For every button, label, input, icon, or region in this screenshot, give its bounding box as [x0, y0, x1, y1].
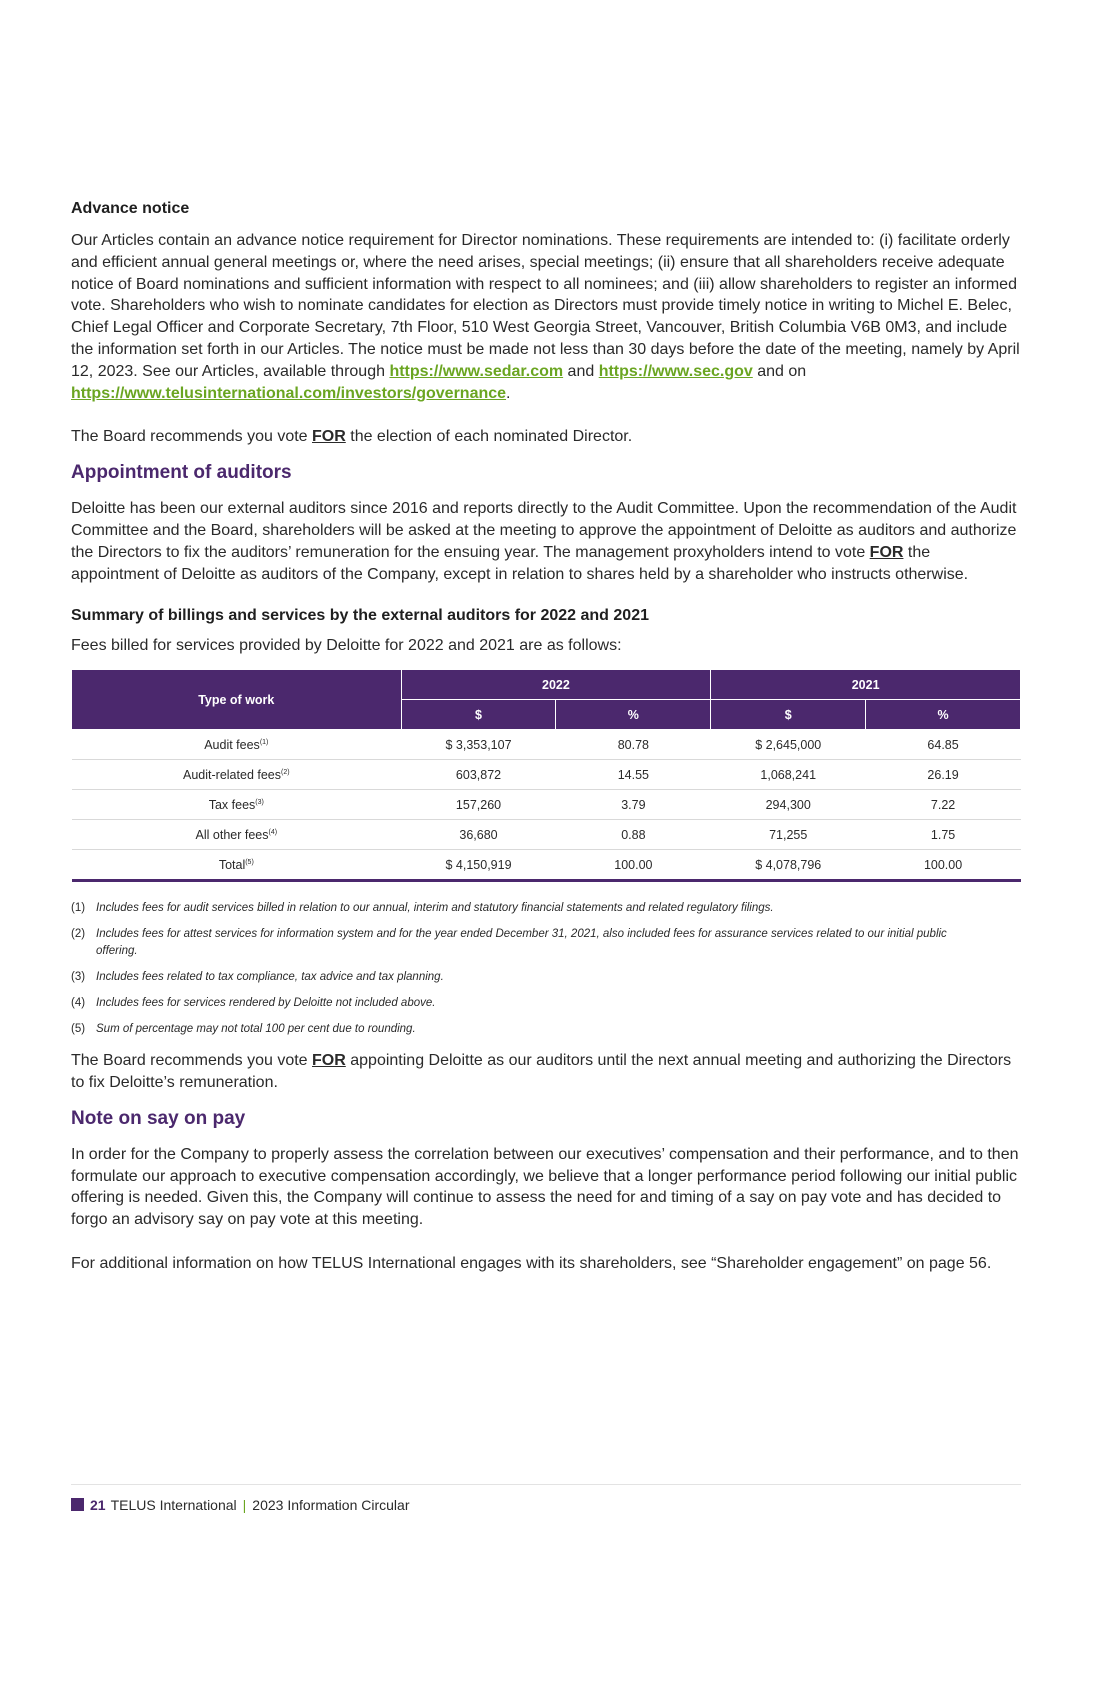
- table-row: [72, 790, 1021, 820]
- cell-dollar-2021: 1,068,241: [711, 760, 866, 790]
- percent-header-2022: %: [556, 700, 711, 730]
- advance-notice-paragraph: [71, 230, 1021, 404]
- row-label: Total$^{(5)}$: [72, 850, 402, 881]
- footnote: (2) Includes fees for attest services for information system and for the year ended December 31, 2021, also included fees for assurance services related to our initial public offering.: [71, 928, 947, 958]
- sec-link[interactable]: https://www.sec.gov: [598, 362, 753, 380]
- footnote: (5) Sum of percentage may not total 100 per cent due to rounding.: [71, 1023, 416, 1036]
- cell-percent-2022: 0.88: [556, 820, 711, 850]
- dollar-header-2022: $: [401, 700, 556, 730]
- row-label: Tax fees$^{(3)}$: [72, 790, 402, 820]
- for-emphasis: FOR: [869, 543, 904, 561]
- footer-divider: |: [242, 1497, 247, 1513]
- percent-header-2021: %: [866, 700, 1021, 730]
- footnote: (4) Includes fees for services rendered by Deloitte not included above.: [71, 997, 436, 1010]
- cell-dollar-2021: 71,255: [711, 820, 866, 850]
- cell-percent-2021: 100.00: [866, 850, 1021, 881]
- cell-percent-2021: 1.75: [866, 820, 1021, 850]
- cell-dollar-2022: $ 3,353,107: [401, 730, 556, 760]
- advance-notice-text: Our Articles contain an advance notice requirement for Director nominations. These requirements are intended to: (i) facilitate orderly and efficient annual general meetings or, where the need arises, special meetings; (ii) ensure that all shareholders receive adequate notice of Board nominations and sufficient information with respect to all nominees; and (iii) allow shareholders to register an informed vote. Shareholders who wish to nominate candidates for election as Directors must provide timely notice in writing to Michel E. Belec, Chief Legal Officer and Corporate Secretary, 7th Floor, 510 West Georgia Street, Vancouver, British Columbia V6B 0M3, and include the information set forth in our Articles. The notice must be made not less than 30 days before the date of the meeting, namely by April 12, 2023. See our Articles, available through: [71, 232, 1020, 380]
- year-2021-header: 2021: [711, 670, 1021, 700]
- cell-percent-2021: 7.22: [866, 790, 1021, 820]
- cell-dollar-2021: $ 4,078,796: [711, 850, 866, 881]
- cell-dollar-2022: 157,260: [401, 790, 556, 820]
- footer-company: TELUS International: [110, 1497, 237, 1513]
- connector-text: and on: [752, 362, 807, 380]
- for-emphasis: FOR: [312, 428, 346, 446]
- row-label: Audit fees$^{(1)}$: [72, 730, 402, 760]
- dollar-header-2021: $: [711, 700, 866, 730]
- additional-info-paragraph: For additional information on how TELUS International engages with its shareholders, see “Shareholder engagement” on page 56.: [71, 1254, 992, 1272]
- footnote: (1) Includes fees for audit services billed in relation to our annual, interim and statutory financial statements and related regulatory filings.: [71, 902, 774, 915]
- type-of-work-header: Type of work: [72, 670, 402, 730]
- table-row: [72, 820, 1021, 850]
- cell-percent-2021: 64.85: [866, 730, 1021, 760]
- say-on-pay-paragraph: In order for the Company to properly assess the correlation between our executives’ compensation and their performance, and to then formulate our approach to executive compensation accordingly, we believe that a longer performance period following our initial public offering is needed. Given this, the Company will continue to assess the need for and timing of a say on pay vote and has decided to forgo an advisory say on pay vote at this meeting.: [71, 1145, 1019, 1229]
- board-recommendation-directors: The Board recommends you vote FOR the election of each nominated Director.: [71, 428, 633, 446]
- appointment-auditors-heading: Appointment of auditors: [71, 462, 292, 484]
- for-emphasis: FOR: [312, 1052, 346, 1070]
- cell-percent-2022: 80.78: [556, 730, 711, 760]
- fees-intro: Fees billed for services provided by Deloitte for 2022 and 2021 are as follows:: [71, 637, 622, 655]
- fees-table: [71, 669, 1021, 882]
- cell-percent-2022: 3.79: [556, 790, 711, 820]
- row-label: Audit-related fees$^{(2)}$: [72, 760, 402, 790]
- table-footnotes: [71, 900, 1021, 1038]
- page-number: 21: [90, 1497, 106, 1513]
- cell-dollar-2022: 603,872: [401, 760, 556, 790]
- advance-notice-heading: Advance notice: [71, 200, 190, 217]
- cell-dollar-2022: $ 4,150,919: [401, 850, 556, 881]
- cell-dollar-2021: 294,300: [711, 790, 866, 820]
- table-row: [72, 760, 1021, 790]
- cell-percent-2021: 26.19: [866, 760, 1021, 790]
- cell-dollar-2021: $ 2,645,000: [711, 730, 866, 760]
- connector-text: and: [563, 362, 599, 380]
- page-content: [71, 200, 1021, 1275]
- governance-link[interactable]: https://www.telusinternational.com/investors/governance: [71, 384, 507, 402]
- footer-document-title: 2023 Information Circular: [252, 1497, 410, 1513]
- cell-dollar-2022: 36,680: [401, 820, 556, 850]
- table-row: [72, 730, 1021, 760]
- page-footer: [71, 1484, 1021, 1513]
- auditors-paragraph: Deloitte has been our external auditors since 2016 and reports directly to the Audit Committee. Upon the recommendation of the Audit Committee and the Board, shareholders will be asked at the meeting to approve the appointment of Deloitte as auditors and authorize the Directors to fix the auditors’ remuneration for the ensuing year. The management proxyholders intend to vote FOR the appointment of Deloitte as auditors of the Company, except in relation to shares held by a shareholder who instructs otherwise.: [71, 500, 1017, 583]
- board-recommendation-auditors: The Board recommends you vote FOR appointing Deloitte as our auditors until the next annual meeting and authorizing the Directors to fix Deloitte’s remuneration.: [71, 1052, 1012, 1091]
- period-text: .: [506, 384, 511, 402]
- sedar-link[interactable]: https://www.sedar.com: [389, 362, 564, 380]
- cell-percent-2022: 100.00: [556, 850, 711, 881]
- footnote: (3) Includes fees related to tax compliance, tax advice and tax planning.: [71, 971, 444, 984]
- table-row-total: [72, 850, 1021, 881]
- row-label: All other fees$^{(4)}$: [72, 820, 402, 850]
- brand-square-icon: [71, 1498, 84, 1511]
- billings-summary-heading: Summary of billings and services by the external auditors for 2022 and 2021: [71, 607, 649, 625]
- year-2022-header: 2022: [401, 670, 711, 700]
- say-on-pay-heading: Note on say on pay: [71, 1107, 246, 1129]
- cell-percent-2022: 14.55: [556, 760, 711, 790]
